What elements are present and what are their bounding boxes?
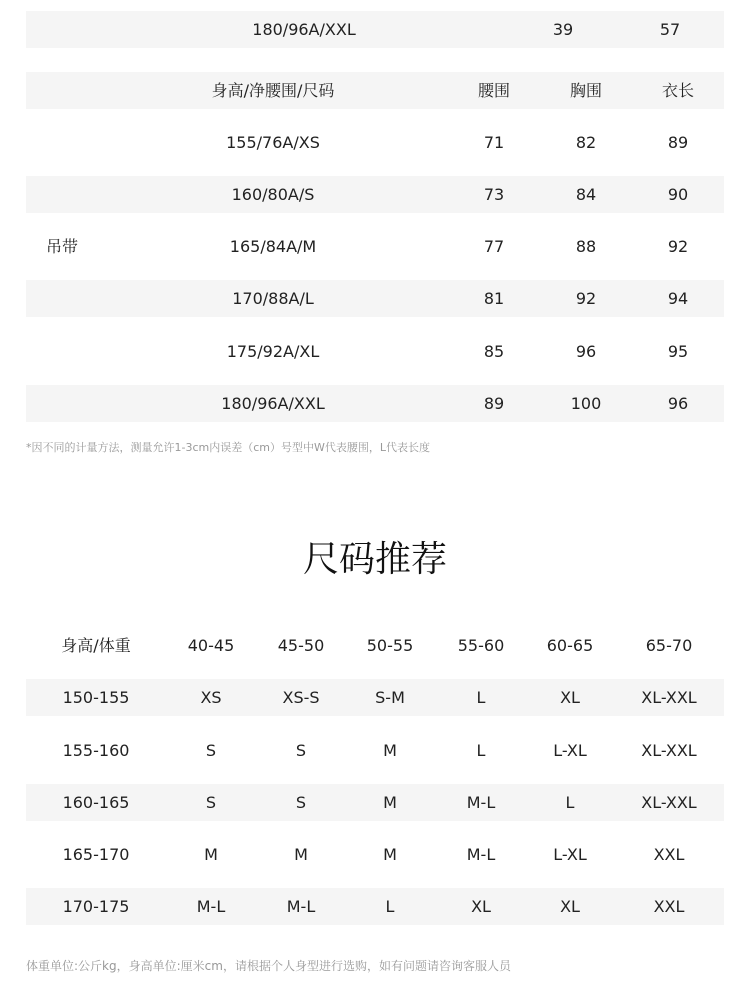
height-cell: 160-165 (62, 793, 130, 812)
table-row (26, 784, 724, 821)
value-cell: 39 (552, 20, 574, 39)
table-row (26, 333, 724, 370)
size-cell: M (383, 793, 397, 812)
table-row (26, 176, 724, 213)
header-cell: 50-55 (366, 636, 414, 655)
size-cell: XS (200, 688, 222, 707)
size-cell: S (205, 793, 217, 812)
size-cell: M (383, 845, 397, 864)
header-waist: 腰围 (477, 81, 511, 100)
section-title: 尺码推荐 (302, 539, 447, 580)
measurement-note: *因不同的计量方法，测量允许1-3cm内误差（cm）号型中W代表腰围，L代表长度 (26, 441, 430, 454)
size-cell: M (383, 741, 397, 760)
size-cell: M (294, 845, 308, 864)
height-cell: 165-170 (62, 845, 130, 864)
length-cell: 95 (667, 342, 689, 361)
header-cell: 55-60 (457, 636, 505, 655)
size-cell: M-L (466, 845, 496, 864)
units-note: 体重单位:公斤kg，身高单位:厘米cm，请根据个人身型进行选购，如有问题请咨询客服人员 (26, 959, 511, 973)
table-row (26, 124, 724, 161)
table-header-row (26, 627, 724, 664)
table-row (26, 11, 724, 48)
size-cell: M-L (196, 897, 226, 916)
size-cell: XL-XXL (641, 688, 697, 707)
size-cell: M-L (466, 793, 496, 812)
table-row (26, 228, 724, 265)
size-cell: L-XL (553, 741, 587, 760)
header-cell: 65-70 (645, 636, 693, 655)
size-cell: XL-XXL (641, 741, 697, 760)
size-cell: L (476, 741, 486, 760)
table-header-row (26, 72, 724, 109)
size-cell: 155/76A/XS (226, 133, 320, 152)
size-cell: L (476, 688, 486, 707)
waist-cell: 73 (483, 185, 505, 204)
waist-cell: 85 (483, 342, 505, 361)
size-cell: L (385, 897, 395, 916)
header-cell: 60-65 (546, 636, 594, 655)
size-cell: S (295, 741, 307, 760)
waist-cell: 77 (483, 237, 505, 256)
waist-cell: 81 (483, 289, 505, 308)
header-cell: 45-50 (277, 636, 325, 655)
header-size: 身高/净腰围/尺码 (211, 81, 335, 100)
length-cell: 96 (667, 394, 689, 413)
height-cell: 170-175 (62, 897, 130, 916)
size-cell: XL (471, 897, 491, 916)
table-row (26, 732, 724, 769)
length-cell: 94 (667, 289, 689, 308)
size-cell: M (204, 845, 218, 864)
waist-cell: 71 (483, 133, 505, 152)
table-row (26, 385, 724, 422)
length-cell: 92 (667, 237, 689, 256)
table-row (26, 888, 724, 925)
size-cell: XXL (653, 845, 685, 864)
size-cell: 180/96A/XXL (221, 394, 325, 413)
size-cell: 170/88A/L (232, 289, 314, 308)
size-cell: XS-S (282, 688, 320, 707)
size-cell: L (565, 793, 575, 812)
chest-cell: 92 (575, 289, 597, 308)
height-cell: 155-160 (62, 741, 130, 760)
chest-cell: 100 (570, 394, 602, 413)
table-row (26, 280, 724, 317)
header-chest: 胸围 (569, 81, 603, 100)
chest-cell: 84 (575, 185, 597, 204)
header-length: 衣长 (661, 81, 695, 100)
size-cell: S (205, 741, 217, 760)
table-row (26, 679, 724, 716)
size-cell: 165/84A/M (229, 237, 317, 256)
size-cell: S (295, 793, 307, 812)
size-cell: L-XL (553, 845, 587, 864)
length-cell: 89 (667, 133, 689, 152)
size-cell: XL-XXL (641, 793, 697, 812)
category-label: 吊带 (46, 237, 79, 256)
chest-cell: 96 (575, 342, 597, 361)
size-cell: S-M (375, 688, 405, 707)
height-cell: 150-155 (62, 688, 130, 707)
size-cell: XL (560, 688, 580, 707)
chest-cell: 88 (575, 237, 597, 256)
size-cell: 180/96A/XXL (252, 20, 356, 39)
size-cell: M-L (286, 897, 316, 916)
size-cell: XL (560, 897, 580, 916)
table-row (26, 836, 724, 873)
size-cell: 160/80A/S (231, 185, 315, 204)
waist-cell: 89 (483, 394, 505, 413)
size-cell: XXL (653, 897, 685, 916)
header-cell: 身高/体重 (61, 636, 131, 655)
length-cell: 90 (667, 185, 689, 204)
value-cell: 57 (659, 20, 681, 39)
header-cell: 40-45 (187, 636, 235, 655)
chest-cell: 82 (575, 133, 597, 152)
size-cell: 175/92A/XL (226, 342, 320, 361)
